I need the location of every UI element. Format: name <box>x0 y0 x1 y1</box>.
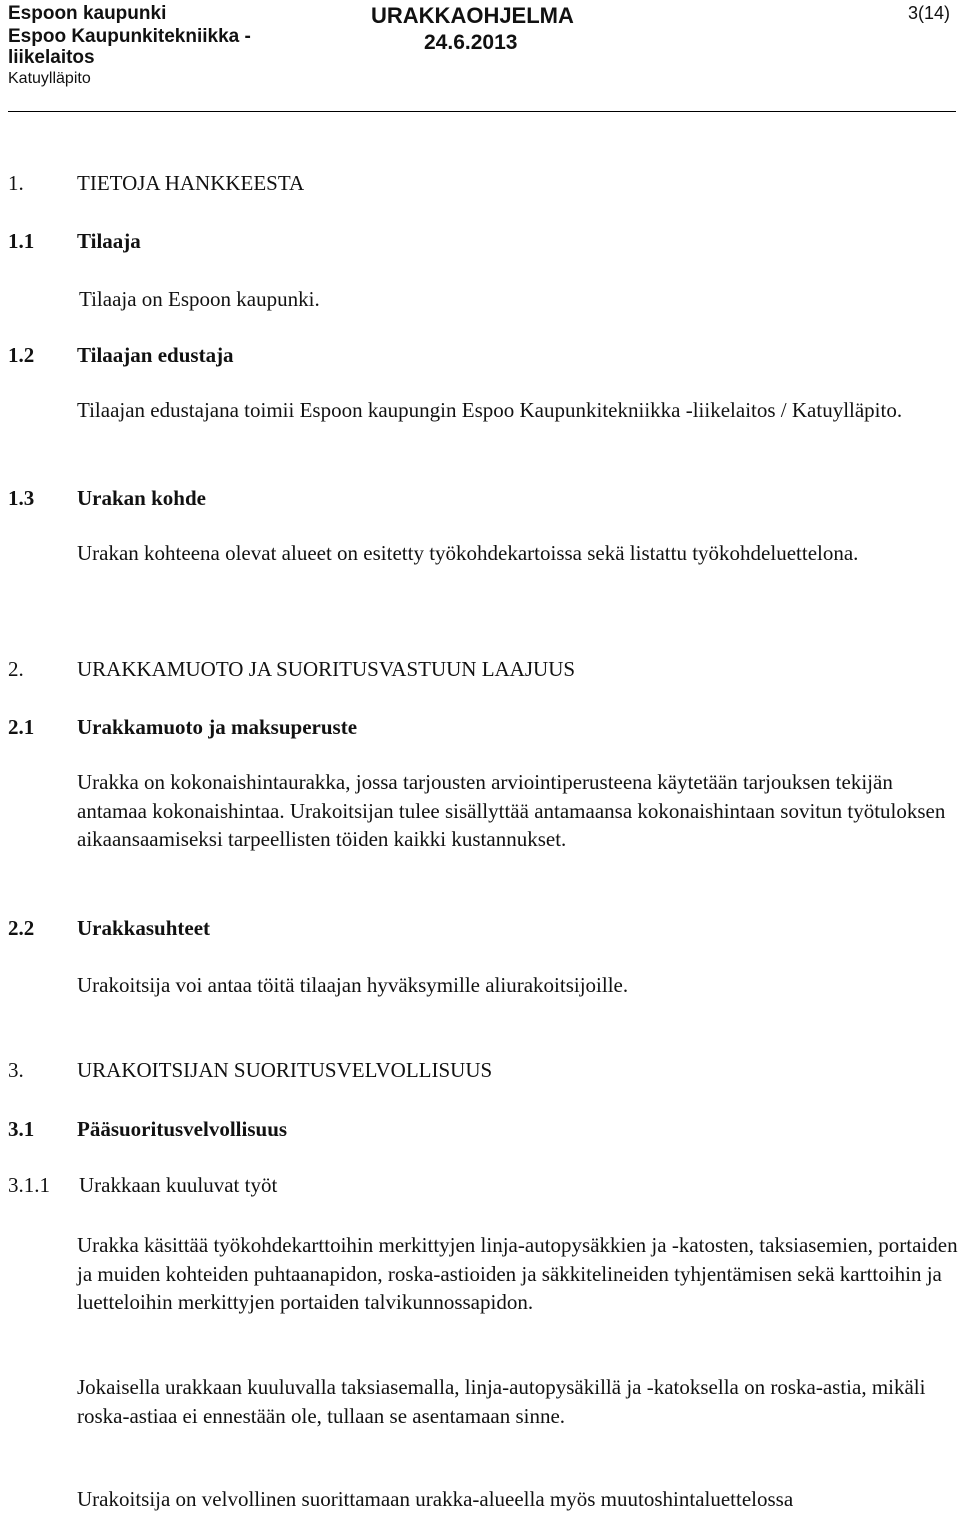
doc-title: URAKKAOHJELMA <box>371 3 574 28</box>
section-heading: TIETOJA HANKKEESTA <box>77 171 305 195</box>
subsection-number: 2.2 <box>8 916 35 940</box>
subsection-number: 3.1 <box>8 1117 35 1141</box>
department: Katuylläpito <box>8 70 91 87</box>
subsection-number: 1.3 <box>8 486 35 510</box>
subsection-heading: Tilaaja <box>77 229 141 253</box>
section-number: 2. <box>8 657 24 681</box>
subsection-number: 1.2 <box>8 343 35 367</box>
subsection-heading: Pääsuoritusvelvollisuus <box>77 1117 288 1141</box>
header-rule <box>8 111 956 112</box>
subsection-number: 1.1 <box>8 229 35 253</box>
paragraph: Tilaaja on Espoon kaupunki. <box>79 287 320 311</box>
section-heading: URAKKAMUOTO JA SUORITUSVASTUUN LAAJUUS <box>77 657 576 681</box>
section-heading: URAKOITSIJAN SUORITUSVELVOLLISUUS <box>77 1058 493 1082</box>
section-number: 1. <box>8 171 24 195</box>
subsubsection-number: 3.1.1 <box>8 1173 50 1197</box>
paragraph: Urakan kohteena olevat alueet on esitetty työkohdekartoissa sekä listattu työkohdeluettelona. <box>77 541 859 565</box>
org-unit-line1: Espoo Kaupunkitekniikka - <box>8 26 251 47</box>
paragraph: Jokaisella urakkaan kuuluvalla taksiasemalla, linja-autopysäkillä ja -katoksella on roska-astia, mikäli roska-astiaa ei ennestään ole, tullaan se asentamaan sinne. <box>77 1375 926 1428</box>
subsection-heading: Urakan kohde <box>77 486 206 510</box>
org-name: Espoon kaupunki <box>8 3 167 24</box>
paragraph: Urakka käsittää työkohdekarttoihin merkittyjen linja-autopysäkkien ja -katosten, taksiasemien, portaiden ja muiden kohteiden puhtaanapidon, roska-astioiden ja säkkitelineiden tyhjentämisen sekä karttoihin ja luetteloihin merkittyjen portaiden talvikunnossapidon. <box>77 1233 958 1315</box>
page-number: 3(14) <box>908 3 951 23</box>
paragraph: Tilaajan edustajana toimii Espoon kaupungin Espoo Kaupunkitekniikka -liikelaitos / Katuylläpito. <box>77 398 903 422</box>
subsection-heading: Urakkasuhteet <box>77 916 211 940</box>
paragraph: Urakoitsija on velvollinen suorittamaan urakka-alueella myös muutoshintaluettelossa <box>77 1487 794 1511</box>
paragraph: Urakka on kokonaishintaurakka, jossa tarjousten arviointiperusteena käytetään tarjouksen tekijän antamaa kokonaishintaa. Urakoitsijan tulee sisällyttää antamaansa kokonaishintaan sovitun työtuloksen aikaansaamiseksi tarpeellisten töiden kaikki kustannukset. <box>77 770 946 852</box>
doc-date: 24.6.2013 <box>424 31 518 54</box>
paragraph: Urakoitsija voi antaa töitä tilaajan hyväksymille aliurakoitsijoille. <box>77 973 629 997</box>
org-unit-line2: liikelaitos <box>8 47 95 68</box>
subsection-number: 2.1 <box>8 715 35 739</box>
subsubsection-heading: Urakkaan kuuluvat työt <box>79 1173 278 1197</box>
subsection-heading: Urakkamuoto ja maksuperuste <box>77 715 358 739</box>
subsection-heading: Tilaajan edustaja <box>77 343 234 367</box>
section-number: 3. <box>8 1058 24 1082</box>
